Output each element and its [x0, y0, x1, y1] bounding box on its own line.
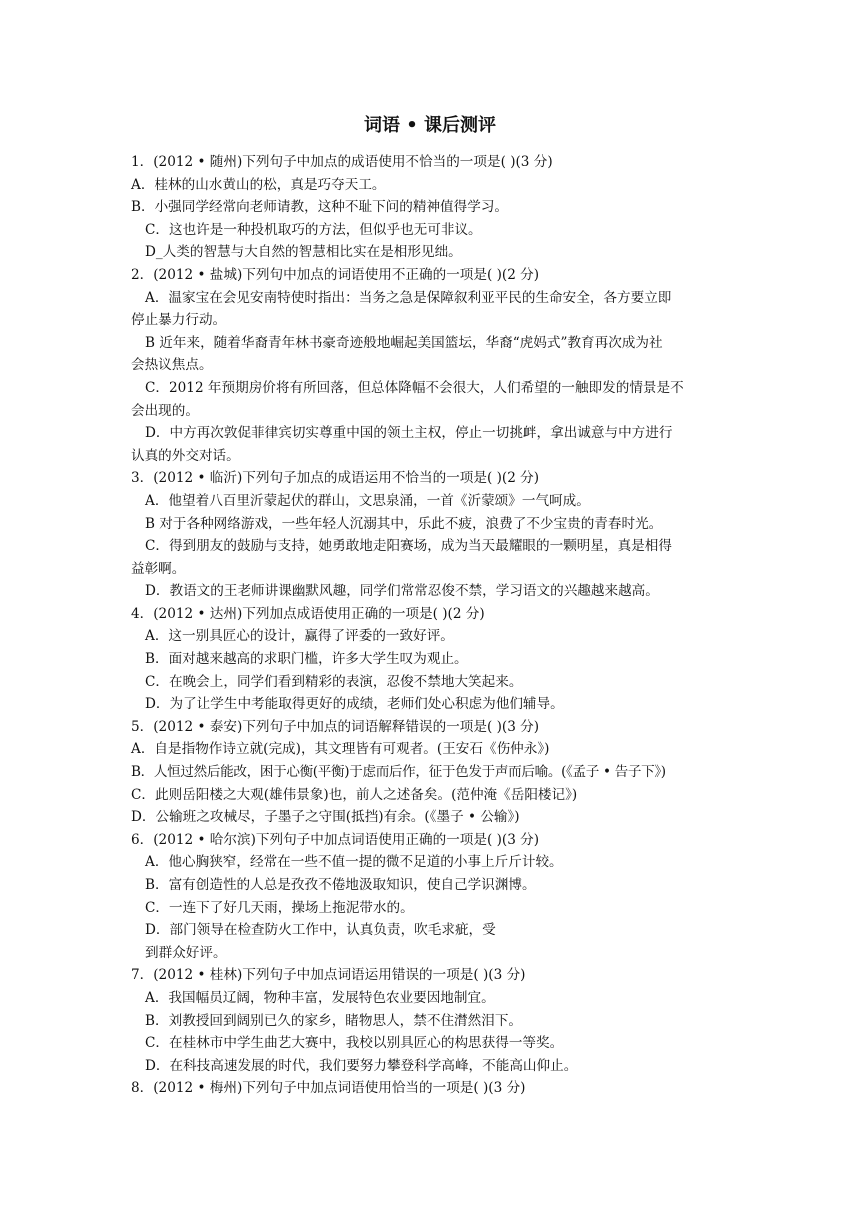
question-5-stem: 5．(2012 • 泰安)下列句子中加点的词语解释错误的一项是( )(3 分)	[131, 718, 540, 735]
question-8-stem: 8．(2012 • 梅州)下列句子中加点词语使用恰当的一项是( )(3 分)	[131, 1080, 526, 1097]
question-1-option-c: C．这也许是一种投机取巧的方法，但似乎也无可非议。	[145, 221, 482, 238]
question-2-option-c: C．2012 年预期房价将有所回落，但总体降幅不会很大，人们希望的一触即发的情景是不	[145, 379, 684, 396]
question-4-stem: 4．(2012 • 达州)下列加点成语使用正确的一项是( )(2 分)	[131, 605, 485, 622]
question-3-stem: 3．(2012 • 临沂)下列句子加点的成语运用不恰当的一项是( )(2 分)	[131, 470, 540, 487]
question-6-option-d-cont: 到群众好评。	[145, 944, 227, 961]
question-3-option-d: D．教语文的王老师讲课幽默风趣，同学们常常忍俊不禁，学习语文的兴趣越来越高。	[145, 583, 659, 600]
question-7-option-c: C．在桂林市中学生曲艺大赛中，我校以别具匠心的构思获得一等奖。	[145, 1035, 564, 1052]
question-6-option-c: C．一连下了好几天雨，操场上拖泥带水的。	[145, 899, 414, 916]
question-6-option-d: D．部门领导在检查防火工作中，认真负责，吹毛求疵，受	[145, 922, 496, 939]
question-7-option-b: B．刘教授回到阔别已久的家乡，睹物思人，禁不住潸然泪下。	[145, 1012, 523, 1029]
question-5-option-b: B．人恒过然后能改，困于心衡(平衡)于虑而后作，征于色发于声而后喻。(《孟子 • 告子下》)	[131, 764, 666, 781]
question-5-option-c: C．此则岳阳楼之大观(雄伟景象)也，前人之述备矣。(范仲淹《岳阳楼记》)	[131, 786, 578, 803]
question-1-option-d: D_人类的智慧与大自然的智慧相比实在是相形见绌。	[145, 244, 462, 261]
page-title: 词语 • 课后测评	[363, 115, 497, 136]
question-1-option-b: B．小强同学经常向老师请教，这种不耻下问的精神值得学习。	[131, 199, 509, 216]
question-2-option-b: B 近年来，随着华裔青年林书豪奇迹般地崛起美国篮坛，华裔“虎妈式”教育再次成为社	[145, 334, 663, 351]
question-4-option-b: B．面对越来越高的求职门槛，许多大学生叹为观止。	[145, 651, 468, 668]
question-4-option-d: D．为了让学生中考能取得更好的成绩，老师们处心积虑为他们辅导。	[145, 696, 564, 713]
question-2-option-d-cont: 认真的外交对话。	[131, 447, 240, 464]
question-3-option-c-cont: 益彰啊。	[131, 560, 186, 577]
question-2-option-b-cont: 会热议焦点。	[131, 357, 213, 374]
question-2-option-c-cont: 会出现的。	[131, 402, 199, 419]
question-3-option-a: A．他望着八百里沂蒙起伏的群山，文思泉涌，一首《沂蒙颂》一气呵成。	[145, 492, 590, 509]
question-1-stem: 1．(2012 • 随州)下列句子中加点的成语使用不恰当的一项是( )(3 分)	[131, 154, 553, 170]
question-7-option-d: D．在科技高速发展的时代，我们要努力攀登科学高峰，不能高山仰止。	[145, 1057, 578, 1074]
question-5-option-d: D．公输班之攻械尽，子墨子之守围(抵挡)有余。(《墨子 • 公输》)	[131, 809, 520, 826]
question-4-option-a: A．这一别具匠心的设计，赢得了评委的一致好评。	[145, 628, 454, 645]
question-2-option-a-cont: 停止暴力行动。	[131, 312, 227, 329]
question-7-option-a: A．我国幅员辽阔，物种丰富，发展特色农业要因地制宜。	[145, 989, 495, 1006]
question-list	[131, 151, 731, 1100]
question-3-option-c: C．得到朋友的鼓励与支持，她勇敢地走阳赛场，成为当天最耀眼的一颗明星，真是相得	[145, 538, 672, 555]
question-3-option-b: B 对于各种网络游戏，一些年轻人沉溺其中，乐此不疲，浪费了不少宝贵的青春时光。	[145, 515, 663, 532]
question-6-stem: 6．(2012 • 哈尔滨)下列句子中加点词语使用正确的一项是( )(3 分)	[131, 831, 540, 848]
question-2-stem: 2．(2012 • 盐城)下列句中加点的词语使用不正确的一项是( )(2 分)	[131, 266, 540, 283]
question-1-option-a: A．桂林的山水黄山的松，真是巧夺天工。	[131, 176, 386, 193]
question-2-option-a: A．温家宝在会见安南特使时指出：当务之急是保障叙利亚平民的生命安全，各方要立即	[145, 289, 672, 306]
question-6-option-a: A．他心胸狭窄，经常在一些不值一提的微不足道的小事上斤斤计较。	[145, 854, 563, 871]
question-7-stem: 7．(2012 • 桂林)下列句子中加点词语运用错误的一项是( )(3 分)	[131, 967, 526, 984]
question-5-option-a: A．自是指物作诗立就(完成)，其文理皆有可观者。(王安石《伤仲永》)	[131, 741, 550, 758]
question-4-option-c: C．在晚会上，同学们看到精彩的表演，忍俊不禁地大笑起来。	[145, 673, 523, 690]
question-6-option-b: B．富有创造性的人总是孜孜不倦地汲取知识，使自己学识渊博。	[145, 877, 536, 893]
question-2-option-d: D．中方再次敦促菲律宾切实尊重中国的领土主权，停止一切挑衅，拿出诚意与中方进行	[145, 425, 673, 442]
